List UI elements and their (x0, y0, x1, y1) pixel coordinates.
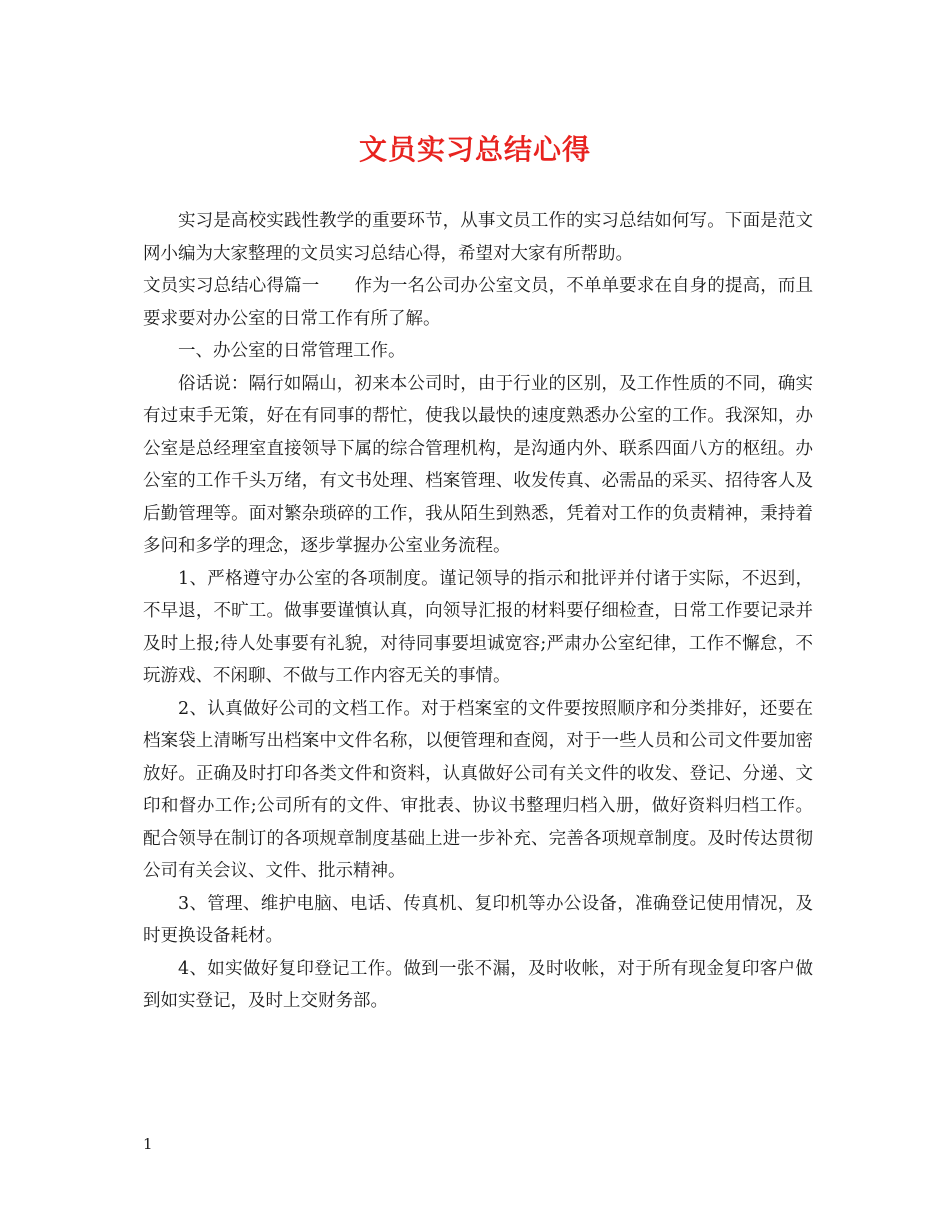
page-number: 1 (143, 1135, 153, 1153)
intro-paragraph: 实习是高校实践性教学的重要环节，从事文员工作的实习总结如何写。下面是范文网小编为大家整理的文员实习总结心得，希望对大家有所帮助。 (143, 211, 813, 264)
document-body (143, 205, 813, 1018)
item-2-paragraph: 2、认真做好公司的文档工作。对于档案室的文件要按照顺序和分类排好，还要在档案袋上清晰写出档案中文件名称，以便管理和查阅，对于一些人员和公司文件要加密放好。正确及时打印各类文件和资料，认真做好公司有关文件的收发、登记、分递、文印和督办工作;公司所有的文件、审批表、协议书整理归档入册，做好资料归档工作。配合领导在制订的各项规章制度基础上进一步补充、完善各项规章制度。及时传达贯彻公司有关会议、文件、批示精神。 (143, 698, 813, 881)
document-title: 文员实习总结心得 (358, 133, 591, 166)
item-3-paragraph: 3、管理、维护电脑、电话、传真机、复印机等办公设备，准确登记使用情况，及时更换设备耗材。 (143, 893, 813, 946)
item-1-paragraph: 1、严格遵守办公室的各项制度。谨记领导的指示和批评并付诸于实际，不迟到，不早退，不旷工。做事要谨慎认真，向领导汇报的材料要仔细检查，日常工作要记录并及时上报;待人处事要有礼貌，对待同事要坦诚宽容;严肃办公室纪律，工作不懈怠，不玩游戏、不闲聊、不做与工作内容无关的事情。 (143, 568, 813, 686)
section-one-paragraph: 文员实习总结心得篇一 作为一名公司办公室文员，不单单要求在自身的提高，而且要求要对办公室的日常工作有所了解。 (143, 276, 813, 329)
proverb-paragraph: 俗话说：隔行如隔山，初来本公司时，由于行业的区别，及工作性质的不同，确实有过束手无策，好在有同事的帮忙，使我以最快的速度熟悉办公室的工作。我深知，办公室是总经理室直接领导下属的综合管理机构，是沟通内外、联系四面八方的枢纽。办公室的工作千头万绪，有文书处理、档案管理、收发传真、必需品的采买、招待客人及后勤管理等。面对繁杂琐碎的工作，我从陌生到熟悉，凭着对工作的负责精神，秉持着多问和多学的理念，逐步掌握办公室业务流程。 (143, 373, 813, 556)
item-4-paragraph: 4、如实做好复印登记工作。做到一张不漏，及时收帐，对于所有现金复印客户做到如实登记，及时上交财务部。 (143, 958, 813, 1011)
heading-daily-management: 一、办公室的日常管理工作。 (178, 341, 406, 361)
